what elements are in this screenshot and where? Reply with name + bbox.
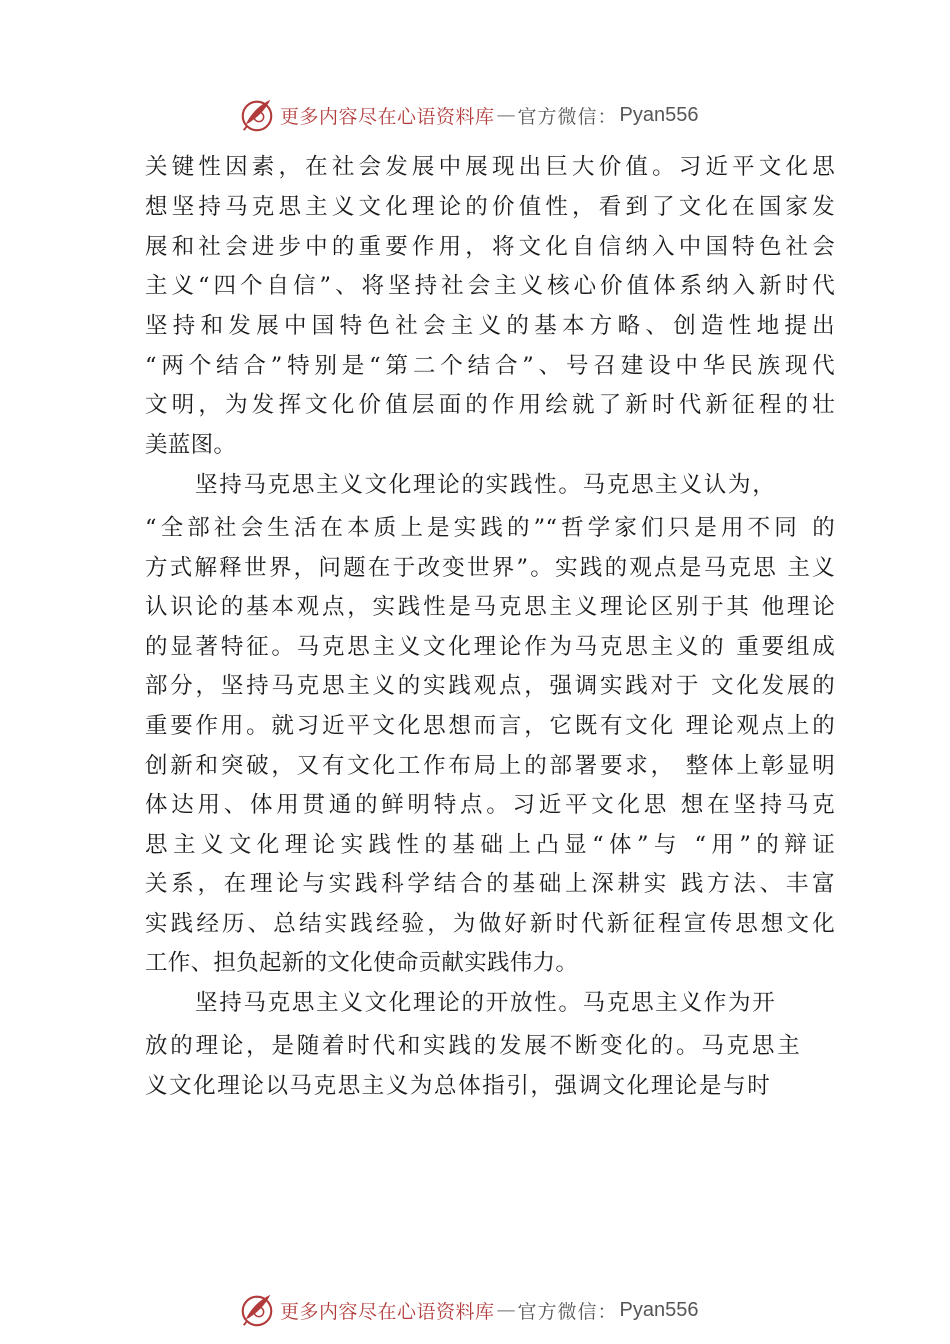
text-line: “两个结合”特别是“第二个结合”、号召建设中华民族现代 <box>145 353 835 379</box>
text-line: 认识论的基本观点，实践性是马克思主义理论区别于其 他理论 <box>145 594 835 620</box>
header-banner <box>238 95 699 135</box>
text-line: 思主义文化理论实践性的基础上凸显“体”与 “用”的辩证 <box>145 832 835 858</box>
text-line: 部分，坚持马克思主义的实践观点，强调实践对于 文化发展的 <box>145 673 835 699</box>
text-line: 重要作用。就习近平文化思想而言，它既有文化 理论观点上的 <box>145 713 835 739</box>
text-line: 实践经历、总结实践经验，为做好新时代新征程宣传思想文化 <box>145 911 835 937</box>
text-line: 美蓝图。 <box>145 432 237 458</box>
text-line: 义文化理论以马克思主义为总体指引，强调文化理论是与时 <box>145 1073 770 1099</box>
feather-pen-seal-icon <box>238 96 276 134</box>
text-line: 想坚持马克思主义文化理论的价值性，看到了文化在国家发 <box>145 194 835 220</box>
text-line: 的显著特征。马克思主义文化理论作为马克思主义的 重要组成 <box>145 634 835 660</box>
text-line: 坚持和发展中国特色社会主义的基本方略、创造性地提出 <box>145 313 835 339</box>
footer-account: Pyan556 <box>619 1298 699 1321</box>
paragraph-heading-practice: 坚持马克思主义文化理论的实践性。马克思主义认为， <box>195 472 775 498</box>
text-line: 主义“四个自信”、将坚持社会主义核心价值体系纳入新时代 <box>145 273 835 299</box>
text-line: 方式解释世界，问题在于改变世界”。实践的观点是马克思 主义 <box>145 555 835 581</box>
header-dash: — <box>496 104 516 126</box>
footer-dash: — <box>496 1299 516 1321</box>
text-line: 关键性因素，在社会发展中展现出巨大价值。习近平文化思 <box>145 154 835 180</box>
text-line: 体达用、体用贯通的鲜明特点。习近平文化思 想在坚持马克 <box>145 792 835 818</box>
feather-pen-seal-icon <box>238 1291 276 1329</box>
header-brand-text: 更多内容尽在心语资料库 <box>280 105 495 128</box>
text-line: 创新和突破，又有文化工作布局上的部署要求， 整体上彰显明 <box>145 753 835 779</box>
header-account: Pyan556 <box>619 103 699 126</box>
text-line: 放的理论，是随着时代和实践的发展不断变化的。马克思主 <box>145 1033 800 1059</box>
text-line: 展和社会进步中的重要作用，将文化自信纳入中国特色社会 <box>145 234 835 260</box>
footer-brand-text: 更多内容尽在心语资料库 <box>280 1300 495 1323</box>
text-line: 关系，在理论与实践科学结合的基础上深耕实 践方法、丰富 <box>145 871 835 897</box>
footer-wechat-label: 官方微信： <box>517 1300 618 1323</box>
text-line: 工作、担负起新的文化使命贡献实践伟力。 <box>145 950 579 976</box>
header-wechat-label: 官方微信： <box>517 105 618 128</box>
text-line: “全部社会生活在本质上是实践的”“哲学家们只是用不同 的 <box>145 515 835 541</box>
paragraph-heading-openness: 坚持马克思主义文化理论的开放性。马克思主义作为开 <box>195 990 775 1016</box>
footer-banner <box>238 1290 699 1330</box>
text-line: 文明，为发挥文化价值层面的作用绘就了新时代新征程的壮 <box>145 392 835 418</box>
